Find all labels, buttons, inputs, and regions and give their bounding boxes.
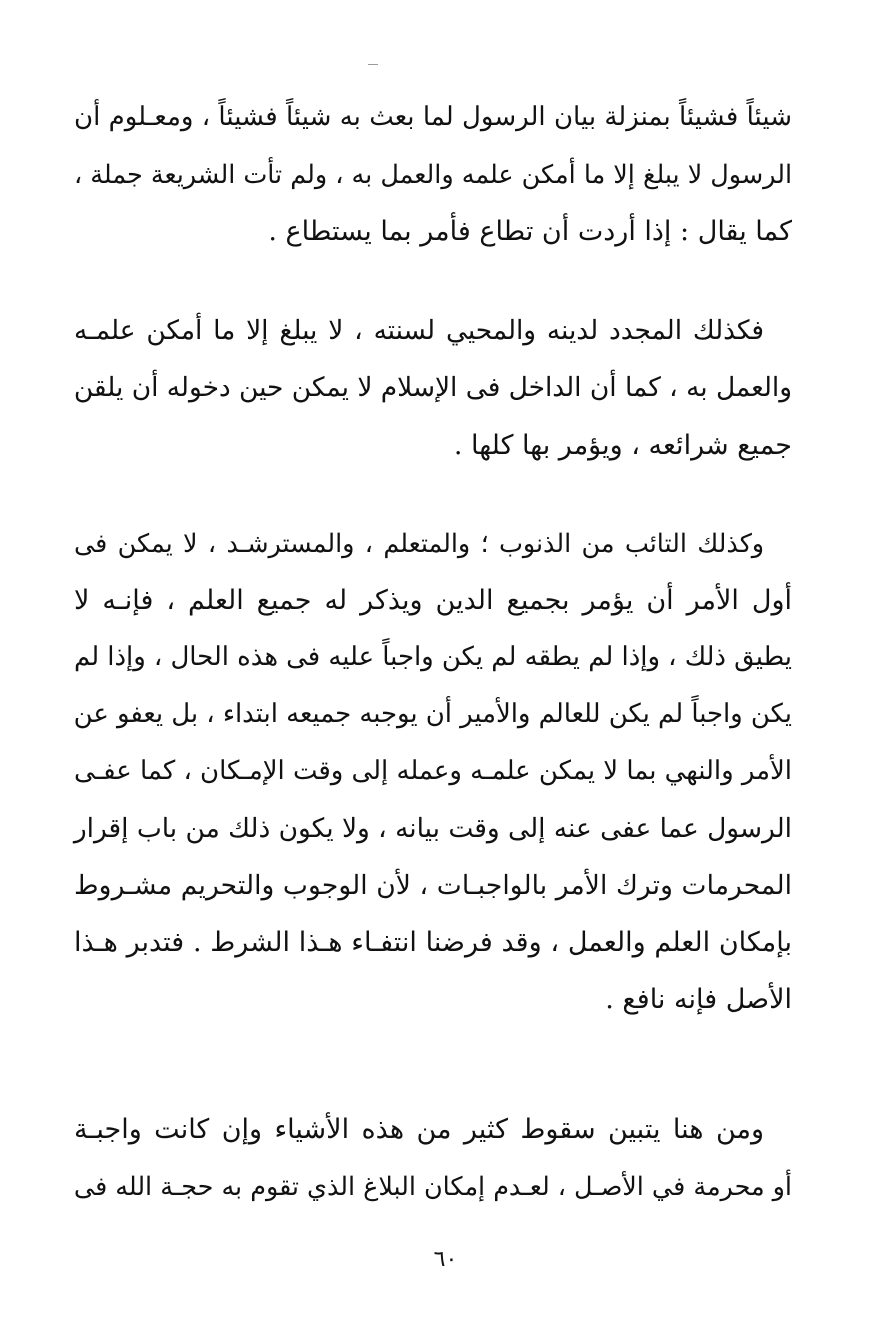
text-line: بإمكان العلم والعمل ، وقد فرضنا انتفـاء هـذا الشرط . فتدبر هـذا: [74, 927, 792, 958]
text-line: ومن هنا يتبين سقوط كثير من هذه الأشياء وإن كانت واجبـة: [74, 1114, 764, 1145]
page-number: ٦٠: [433, 1247, 458, 1272]
paragraph-3: [74, 515, 792, 1028]
text-line: وكذلك التائب من الذنوب ؛ والمتعلم ، والمسترشـد ، لا يمكن فى: [74, 528, 764, 558]
text-line: أو محرمة في الأصـل ، لعـدم إمكان البلاغ الذي تقوم به حجـة الله فى: [73, 1171, 792, 1201]
paragraph-4: [74, 1101, 792, 1215]
text-line: الرسول عما عفى عنه إلى وقت بيانه ، ولا يكون ذلك من باب إقرار: [73, 813, 792, 844]
text-line: فكذلك المجدد لدينه والمحيي لسنته ، لا يبلغ إلا ما أمكن علمـه: [74, 316, 764, 346]
scan-mark: [368, 64, 378, 65]
text-line: شيئاً فشيئاً بمنزلة بيان الرسول لما بعث به شيئاً فشيئاً ، ومعـلوم أن: [74, 102, 792, 132]
text-line: يطيق ذلك ، وإذا لم يطقه لم يكن واجباً عليه فى هذه الحال ، وإذا لم: [73, 642, 792, 672]
paragraph-1: [74, 89, 792, 260]
text-line: أول الأمر أن يؤمر بجميع الدين ويذكر له جميع العلم ، فإنـه لا: [74, 585, 792, 616]
text-line: الرسول لا يبلغ إلا ما أمكن علمه والعمل به ، ولم تأت الشريعة جملة ،: [74, 159, 792, 189]
text-line: والعمل به ، كما أن الداخل فى الإسلام لا يمكن حين دخوله أن يلقن: [73, 373, 792, 403]
text-line: الأصل فإنه نافع .: [605, 984, 792, 1015]
text-line: المحرمات وترك الأمر بالواجبـات ، لأن الوجوب والتحريم مشـروط: [74, 870, 792, 901]
text-line: كما يقال : إذا أردت أن تطاع فأمر بما يستطاع .: [268, 216, 792, 247]
paragraph-2: [74, 303, 792, 474]
text-line: جميع شرائعه ، ويؤمر بها كلها .: [453, 430, 792, 461]
text-line: الأمر والنهي بما لا يمكن علمـه وعمله إلى وقت الإمـكان ، كما عفـى: [74, 756, 792, 786]
text-line: يكن واجباً لم يكن للعالم والأمير أن يوجبه جميعه ابتداء ، بل يعفو عن: [73, 699, 792, 729]
